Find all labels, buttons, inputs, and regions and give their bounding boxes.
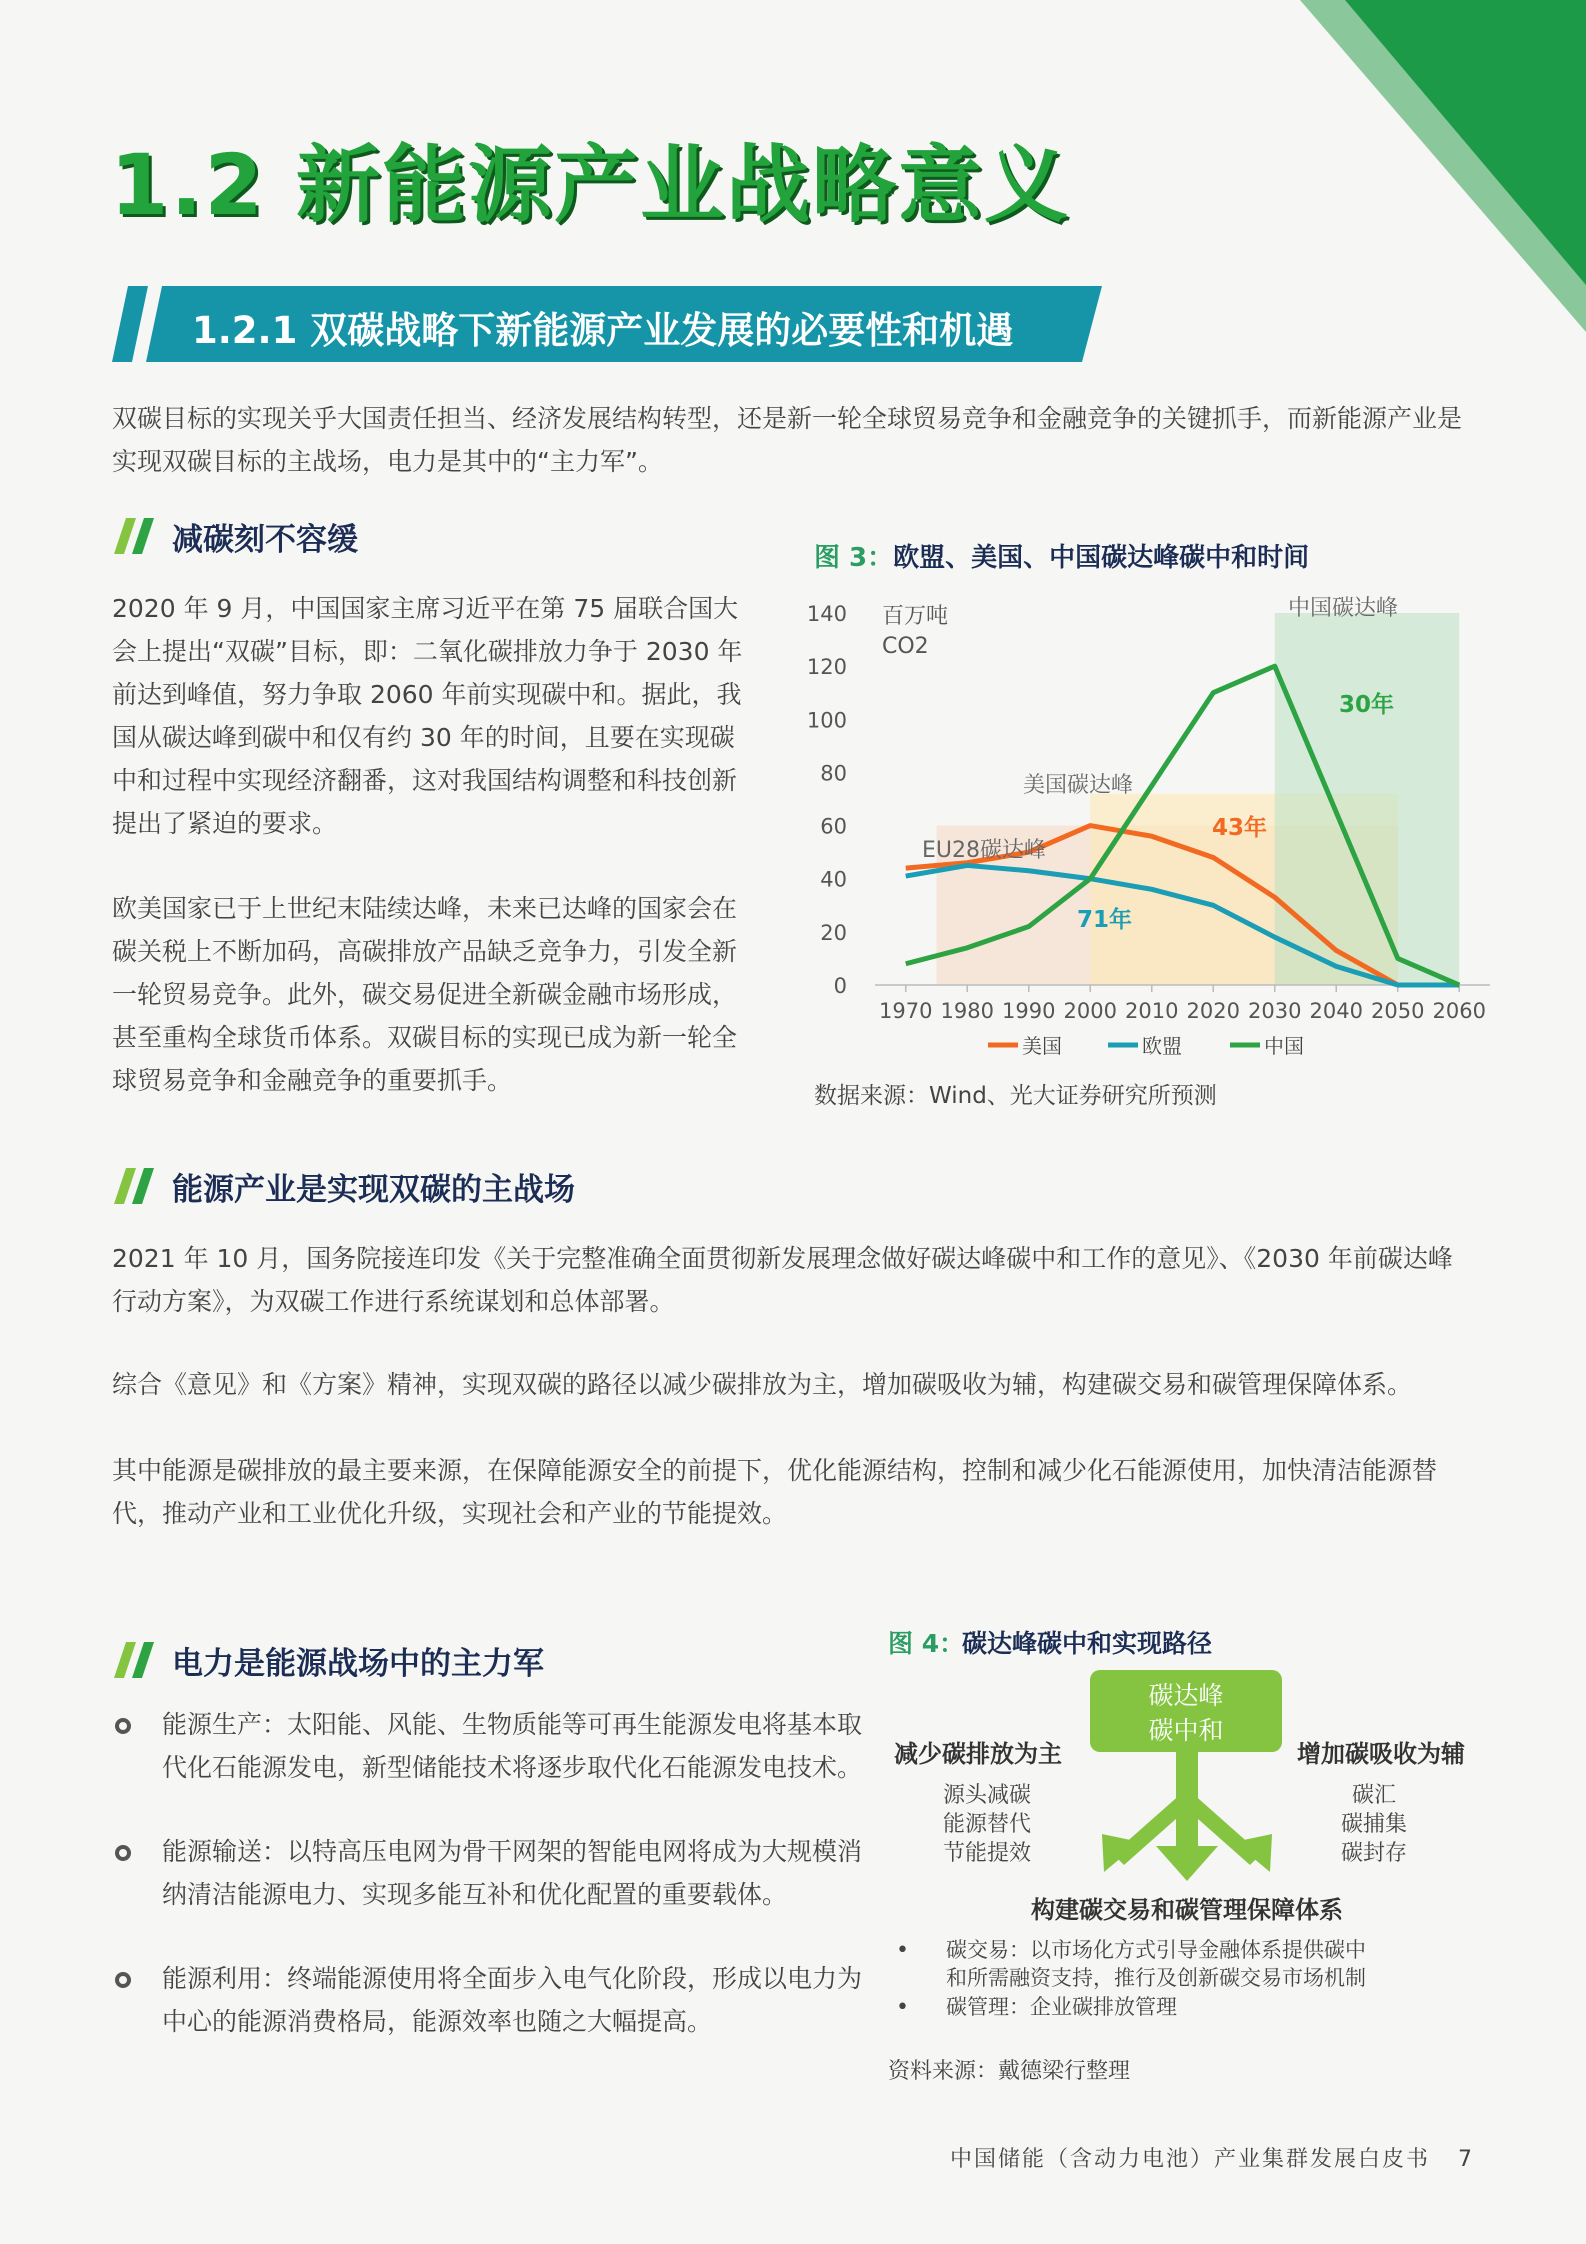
section-heading-2	[112, 1164, 812, 1208]
bottom-bullet: •	[896, 1995, 909, 2020]
y-tick-label: 100	[806, 708, 847, 733]
y-tick-label: 140	[806, 602, 847, 626]
right-item: 碳捕集	[1340, 1812, 1408, 1837]
annotation-43-years: 43年	[1212, 815, 1268, 841]
figure4-caption: 碳达峰碳中和实现路径	[962, 1629, 1213, 1658]
left-item: 能源替代	[942, 1812, 1032, 1837]
y-tick-label: 0	[833, 974, 847, 998]
section1-paragraph-1: 2020 年 9 月，中国国家主席习近平在第 75 届联合国大会上提出“双碳”目标，即：二氧化碳排放力争于 2030 年前达到峰值，努力争取 2060 年前实现碳中和。据此，我国从碳达峰到碳中和仅有约 30 年的时间，且要在实现碳中和过程中实现经济翻番，这对我国结构调整和科技创新提出了紧迫的要求。	[112, 594, 743, 838]
power-bullet-list	[112, 1703, 872, 2084]
x-tick-label: 2020	[1186, 999, 1240, 1023]
x-tick-label: 1990	[1002, 999, 1056, 1023]
double-slash-icon	[112, 1168, 158, 1204]
annotation-china-peak: 中国碳达峰	[1288, 596, 1399, 621]
annotation-eu-peak: EU28碳达峰	[922, 838, 1046, 863]
figure3-number: 图 3：	[814, 543, 894, 573]
section1-paragraph-2: 欧美国家已于上世纪末陆续达峰，未来已达峰的国家会在碳关税上不断加码，高碳排放产品缺乏竞争力，引发全新一轮贸易竞争。此外，碳交易促进全新碳金融市场形成，甚至重构全球货币体系。双碳目标的实现已成为新一轮全球贸易竞争和金融竞争的重要抓手。	[112, 894, 738, 1095]
figure4-source: 资料来源：戴德梁行整理	[888, 2059, 1131, 2084]
right-item: 碳封存	[1340, 1841, 1408, 1866]
annotation-30-years: 30年	[1339, 692, 1395, 718]
x-tick-label: 2060	[1432, 999, 1486, 1023]
carbon-peak-chart	[806, 585, 1502, 1060]
legend-label-us: 美国	[1022, 1034, 1062, 1058]
double-slash-icon	[112, 1642, 158, 1678]
bottom-item-line: 碳管理：企业碳排放管理	[946, 1995, 1177, 2019]
section2-paragraph-1: 2021 年 10 月，国务院接连印发《关于完整准确全面贯彻新发展理念做好碳达峰碳中和工作的意见》、《2030 年前碳达峰行动方案》，为双碳工作进行系统谋划和总体部署。	[112, 1244, 1453, 1316]
x-tick-label: 2010	[1125, 999, 1179, 1023]
section-title-3: 电力是能源战场中的主力军	[172, 1646, 544, 1682]
y-tick-label: 20	[820, 920, 847, 945]
x-tick-label: 2040	[1309, 999, 1363, 1023]
bullet-circle-icon	[115, 1845, 131, 1861]
subtitle-banner	[112, 286, 1112, 362]
list-item: 能源输送：以特高压电网为骨干网架的智能电网将成为大规模消纳清洁能源电力、实现多能互补和优化配置的重要载体。	[112, 1830, 872, 1916]
bottom-item-line: 和所需融资支持，推行及创新碳交易市场机制	[946, 1966, 1366, 1990]
y-axis-unit-line1: 百万吨	[882, 604, 949, 629]
page-title: 1.2 新能源产业战略意义	[110, 136, 1071, 234]
page-footer	[950, 2142, 1474, 2173]
y-tick-label: 80	[820, 761, 847, 786]
section-heading-1	[112, 514, 612, 558]
china-period-band	[1275, 613, 1460, 985]
legend-label-eu: 欧盟	[1142, 1034, 1182, 1058]
carbon-path-diagram	[880, 1630, 1500, 2100]
x-tick-label: 1980	[940, 999, 994, 1023]
banner-stripe	[112, 286, 148, 362]
three-way-arrow-icon	[1102, 1752, 1272, 1881]
section2-paragraph-3: 其中能源是碳排放的最主要来源，在保障能源安全的前提下，优化能源结构，控制和减少化石能源使用，加快清洁能源替代，推动产业和工业优化升级，实现社会和产业的节能提效。	[112, 1456, 1438, 1528]
list-item: 能源生产：太阳能、风能、生物质能等可再生能源发电将基本取代化石能源发电，新型储能技术将逐步取代化石能源发电技术。	[112, 1703, 872, 1789]
x-tick-label: 1970	[879, 999, 933, 1023]
section-title-2: 能源产业是实现双碳的主战场	[172, 1172, 575, 1208]
bullet-circle-icon	[115, 1718, 131, 1734]
left-item: 源头减碳	[942, 1783, 1032, 1808]
goal-line-1: 碳达峰	[1148, 1681, 1224, 1710]
left-item: 节能提效	[942, 1841, 1032, 1866]
footer-title: 中国储能（含动力电池）产业集群发展白皮书	[949, 2147, 1430, 2172]
x-tick-label: 2000	[1063, 999, 1117, 1023]
figure3-source: 数据来源：Wind、光大证券研究所预测	[814, 1083, 1217, 1109]
section-heading-3	[112, 1638, 712, 1682]
page-number: 7	[1458, 2147, 1474, 2172]
x-tick-label: 2050	[1371, 999, 1425, 1023]
annotation-us-peak: 美国碳达峰	[1023, 773, 1134, 798]
section-title-1: 减碳刻不容缓	[172, 522, 358, 558]
chart-legend	[988, 1034, 1304, 1058]
section2-paragraph-2: 综合《意见》和《方案》精神，实现双碳的路径以减少碳排放为主，增加碳吸收为辅，构建碳交易和碳管理保障体系。	[112, 1370, 1413, 1399]
subtitle: 1.2.1 双碳战略下新能源产业发展的必要性和机遇	[192, 309, 1014, 352]
right-heading: 增加碳吸收为辅	[1297, 1740, 1465, 1768]
figure3-title	[814, 537, 1309, 574]
figure4-number: 图 4：	[888, 1629, 965, 1658]
x-tick-label: 2030	[1248, 999, 1302, 1023]
y-tick-label: 40	[820, 867, 847, 892]
bottom-heading: 构建碳交易和碳管理保障体系	[1031, 1896, 1343, 1924]
figure3-caption: 欧盟、美国、中国碳达峰碳中和时间	[893, 543, 1310, 573]
goal-line-2: 碳中和	[1148, 1716, 1224, 1745]
intro-paragraph: 双碳目标的实现关乎大国责任担当、经济发展结构转型，还是新一轮全球贸易竞争和金融竞争的关键抓手，而新能源产业是实现双碳目标的主战场，电力是其中的“主力军”。	[112, 404, 1463, 476]
bottom-item-line: 碳交易：以市场化方式引导金融体系提供碳中	[946, 1938, 1366, 1962]
bottom-bullet: •	[896, 1938, 909, 1963]
bullet-circle-icon	[115, 1972, 131, 1988]
y-tick-label: 120	[806, 655, 847, 680]
annotation-71-years: 71年	[1077, 907, 1133, 933]
list-item: 能源利用：终端能源使用将全面步入电气化阶段，形成以电力为中心的能源消费格局，能源效率也随之大幅提高。	[112, 1957, 872, 2043]
y-tick-label: 60	[820, 814, 847, 839]
left-heading: 减少碳排放为主	[894, 1740, 1062, 1768]
double-slash-icon	[112, 518, 158, 554]
right-item: 碳汇	[1351, 1783, 1397, 1808]
legend-label-cn: 中国	[1264, 1034, 1304, 1058]
y-axis-unit-line2: CO2	[882, 634, 929, 659]
